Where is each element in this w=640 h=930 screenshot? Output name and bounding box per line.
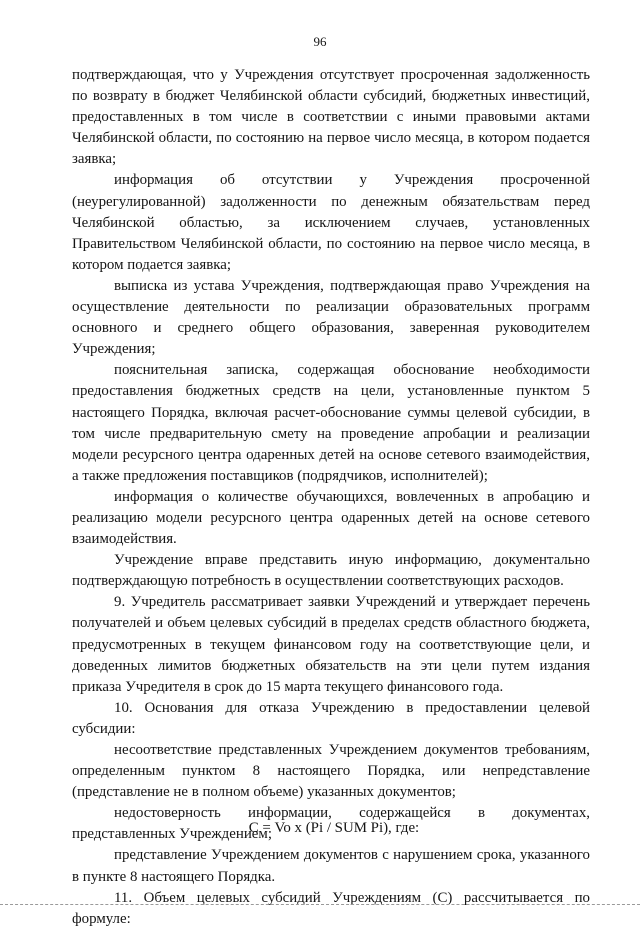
paragraph-refusal-reason-2: недостоверность информации, содержащейся в документах, представленных Учреждением; (72, 805, 590, 843)
subsidy-formula: С = Vo x (Pi / SUM Pi), где: (248, 820, 420, 836)
page-number: 96 (313, 34, 327, 49)
paragraph-refusal-reason-1: несоответствие представленных Учреждением документов требованиям, определенным пунктом 8 настоящего Порядка, или непредставление (представление не в полном объеме) указанных документов; (72, 742, 590, 801)
paragraph-item-9: 9. Учредитель рассматривает заявки Учреждений и утверждает перечень получателей и объем целевых субсидий в пределах средств областного бюджета, предусмотренных в текущем финансовом году на соответствующие цели, и доведенных лимитов бюджетных обязательств на эти цели путем издания приказа Учредителя в срок до 15 марта текущего финансового года. (72, 594, 590, 695)
paragraph-no-overdue-debt-info: информация об отсутствии у Учреждения просроченной (неурегулированной) задолженности по денежным обязательствам перед Челябинской областью, за исключением случаев, установленных Правительством Челябинской области, по состоянию на первое число месяца, в котором подается заявка; (72, 172, 590, 273)
paragraph-item-10: 10. Основания для отказа Учреждению в предоставлении целевой субсидии: (72, 699, 590, 737)
document-body (72, 65, 590, 930)
paragraph-item-11: 11. Объем целевых субсидий Учреждениям (С) рассчитывается по формуле: (72, 889, 590, 927)
paragraph-charter-extract: выписка из устава Учреждения, подтверждающая право Учреждения на осуществление деятельности по реализации образовательных программ основного и среднего общего образования, заверенная руководителем Учреждения; (72, 277, 590, 358)
paragraph-additional-info: Учреждение вправе представить иную информацию, документально подтверждающую потребность в осуществлении соответствующих расходов. (72, 552, 590, 590)
paragraph-refusal-reason-3: представление Учреждением документов с нарушением срока, указанного в пункте 8 настоящего Порядка. (72, 847, 590, 885)
paragraph-explanatory-note: пояснительная записка, содержащая обоснование необходимости предоставления бюджетных средств на цели, установленные пунктом 5 настоящего Порядка, включая расчет-обоснование суммы целевой субсидии, в том числе предварительную смету на проведение апробации и реализации модели ресурсного центра одаренных детей на основе сетевого взаимодействия, а также предложения поставщиков (подрядчиков, исполнителей); (72, 362, 590, 484)
paragraph-collection-info-debt-repayment: подтверждающая, что у Учреждения отсутствует просроченная задолженность по возврату в бюджет Челябинской области субсидий, бюджетных инвестиций, предоставленных в том числе в соответствии с иными правовыми актами Челябинской области, по состоянию на первое число месяца, в котором подается заявка; (72, 67, 590, 168)
paragraph-students-count-info: информация о количестве обучающихся, вовлеченных в апробацию и реализацию модели ресурсного центра одаренных детей на основе сетевого взаимодействия. (72, 488, 590, 548)
